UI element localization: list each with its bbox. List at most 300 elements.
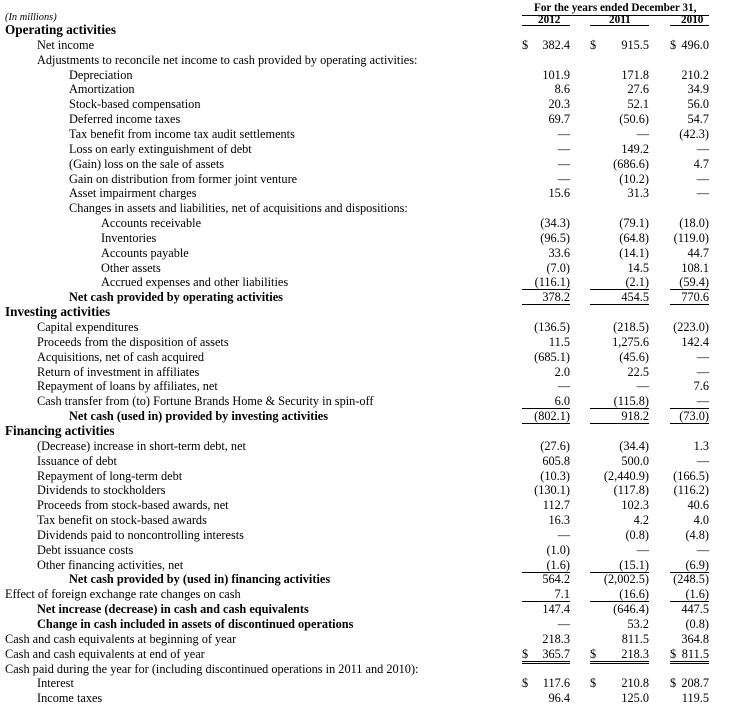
value-2011 <box>590 483 649 498</box>
value-2011 <box>590 676 649 691</box>
table-row <box>0 38 734 53</box>
value-2010 <box>670 112 709 127</box>
cell-value: 101.9 <box>542 67 570 82</box>
year-2010-header: 2010 <box>681 14 704 26</box>
value-2010 <box>670 261 709 276</box>
row-label: Other financing activities, net <box>37 557 184 572</box>
value-2011 <box>590 602 649 617</box>
units-note: (In millions) <box>5 12 57 23</box>
cell-value: (248.5) <box>673 572 709 587</box>
value-2010 <box>670 483 709 498</box>
value-2011 <box>590 691 649 706</box>
value-2011 <box>590 379 649 394</box>
value-2012 <box>522 216 570 231</box>
cell-value: 125.0 <box>621 691 649 706</box>
section-heading: Investing activities <box>5 304 111 320</box>
value-2011 <box>590 617 649 632</box>
table-row <box>0 469 734 484</box>
value-2010 <box>670 68 709 83</box>
row-label: (Gain) loss on the sale of assets <box>69 156 225 171</box>
value-2010 <box>670 572 709 587</box>
value-2010 <box>670 439 709 454</box>
cell-value: 378.2 <box>542 290 570 305</box>
cell-value: 56.0 <box>687 97 709 112</box>
cell-value: (117.8) <box>613 483 649 498</box>
value-2010 <box>670 528 709 543</box>
row-label: Accrued expenses and other liabilities <box>101 275 289 290</box>
table-row <box>0 350 734 365</box>
cell-value: (685.1) <box>534 349 570 364</box>
table-row <box>0 454 734 469</box>
value-2011 <box>590 172 649 187</box>
row-label: Debt issuance costs <box>37 542 134 557</box>
cell-value: (116.1) <box>534 275 570 290</box>
value-2012 <box>522 38 570 53</box>
row-label: Other assets <box>101 260 161 275</box>
cell-value: 54.7 <box>687 112 709 127</box>
value-2011 <box>590 320 649 335</box>
cell-value: 11.5 <box>548 334 570 349</box>
cell-value: 8.6 <box>554 82 570 97</box>
table-row <box>0 617 734 632</box>
cell-value: — <box>557 156 570 171</box>
cell-value: 811.5 <box>621 631 649 646</box>
row-label: Accounts payable <box>101 245 189 260</box>
value-2011 <box>590 275 649 290</box>
value-2012 <box>522 691 570 706</box>
row-label: Accounts receivable <box>101 216 202 231</box>
cell-value: 119.5 <box>681 691 709 706</box>
cell-value: — <box>696 171 709 186</box>
cell-value: (166.5) <box>673 468 709 483</box>
cell-value: 15.6 <box>548 186 570 201</box>
value-2010 <box>670 157 709 172</box>
table-row <box>0 201 734 216</box>
cell-value: 210.2 <box>681 67 709 82</box>
value-2010 <box>670 632 709 647</box>
table-row <box>0 602 734 617</box>
value-2012 <box>522 498 570 513</box>
cell-value: 7.1 <box>554 587 570 602</box>
value-2012 <box>522 231 570 246</box>
cell-value: 171.8 <box>621 67 649 82</box>
table-row <box>0 275 734 290</box>
value-2012 <box>522 454 570 469</box>
value-2010 <box>670 676 709 691</box>
value-2011 <box>590 558 649 573</box>
cell-value: (59.4) <box>679 275 709 290</box>
row-label: Depreciation <box>69 67 133 82</box>
row-label: Changes in assets and liabilities, net of acquisitions and dispositions: <box>69 201 408 216</box>
value-2010 <box>670 320 709 335</box>
cell-value: (10.3) <box>540 468 570 483</box>
row-label: Dividends to stockholders <box>37 483 166 498</box>
cell-value: — <box>636 379 649 394</box>
cell-value: 6.0 <box>554 394 570 409</box>
cell-value: — <box>696 364 709 379</box>
cell-value: (10.2) <box>619 171 649 186</box>
value-2010 <box>670 394 709 409</box>
value-2012 <box>522 335 570 350</box>
row-label: Repayment of loans by affiliates, net <box>37 379 218 394</box>
value-2012 <box>522 572 570 587</box>
cell-value: 1,275.6 <box>612 334 649 349</box>
row-label: Amortization <box>69 82 135 97</box>
table-row <box>0 365 734 380</box>
value-2011 <box>590 454 649 469</box>
cell-value: — <box>557 617 570 631</box>
total-label: Net cash (used in) provided by investing activities <box>69 409 329 424</box>
value-2011 <box>590 290 649 305</box>
value-2012 <box>522 647 570 662</box>
cell-value: — <box>696 141 709 156</box>
cell-value: 605.8 <box>542 453 570 468</box>
value-2010 <box>670 513 709 528</box>
cell-value: 52.1 <box>627 97 649 112</box>
cell-value: 918.2 <box>621 409 649 424</box>
cell-value: — <box>557 126 570 141</box>
value-2012 <box>522 632 570 647</box>
row-label: Net income <box>37 37 95 52</box>
value-2012 <box>522 483 570 498</box>
value-2010 <box>670 38 709 53</box>
section-heading: Financing activities <box>5 422 115 438</box>
currency-symbol: $ <box>590 37 597 52</box>
value-2012 <box>522 365 570 380</box>
cell-value: 40.6 <box>687 498 709 513</box>
cell-value: — <box>557 171 570 186</box>
value-2010 <box>670 379 709 394</box>
row-label: Stock-based compensation <box>69 97 201 112</box>
value-2011 <box>590 528 649 543</box>
value-2011 <box>590 469 649 484</box>
cell-value: (42.3) <box>679 126 709 141</box>
table-row <box>0 157 734 172</box>
value-2011 <box>590 246 649 261</box>
cell-value: (686.6) <box>613 156 649 171</box>
value-2011 <box>590 498 649 513</box>
table-row <box>0 261 734 276</box>
row-label: Cash paid during the year for (including discontinued operations in 2011 and 2010): <box>5 661 419 676</box>
row-label: Tax benefit from income tax audit settlements <box>69 126 295 141</box>
row-label: Gain on distribution from former joint venture <box>69 171 298 186</box>
value-2012 <box>522 350 570 365</box>
cell-value: (116.2) <box>673 483 709 498</box>
table-row <box>0 82 734 97</box>
value-2012 <box>522 320 570 335</box>
year-2012-header: 2012 <box>538 14 561 26</box>
value-2012 <box>522 439 570 454</box>
cell-value: 564.2 <box>542 572 570 587</box>
cell-value: 108.1 <box>681 260 709 275</box>
value-2011 <box>590 439 649 454</box>
value-2012 <box>522 97 570 112</box>
cell-value: — <box>557 141 570 156</box>
currency-symbol: $ <box>670 646 677 661</box>
value-2012 <box>522 82 570 97</box>
cell-value: 496.0 <box>681 37 709 52</box>
value-2010 <box>670 246 709 261</box>
cell-value: (50.6) <box>619 112 649 127</box>
table-row <box>0 127 734 142</box>
value-2012 <box>522 602 570 617</box>
cell-value: (130.1) <box>534 483 570 498</box>
table-row <box>0 513 734 528</box>
row-label: (Decrease) increase in short-term debt, net <box>37 438 246 453</box>
cell-value: 811.5 <box>681 646 709 661</box>
table-row <box>0 231 734 246</box>
cell-value: 112.7 <box>542 498 570 513</box>
cell-value: (4.8) <box>685 527 709 542</box>
cell-value: (6.9) <box>685 557 709 572</box>
cell-value: (136.5) <box>534 320 570 334</box>
value-2012 <box>522 186 570 201</box>
cell-value: (1.0) <box>546 542 570 557</box>
table-row <box>0 335 734 350</box>
value-2011 <box>590 38 649 53</box>
cell-value: 7.6 <box>693 379 709 394</box>
value-2012 <box>522 246 570 261</box>
value-2012 <box>522 290 570 305</box>
value-2011 <box>590 68 649 83</box>
table-row <box>0 290 734 305</box>
value-2010 <box>670 602 709 617</box>
value-2011 <box>590 647 649 662</box>
cell-value: (45.6) <box>619 349 649 364</box>
table-row <box>0 112 734 127</box>
cell-value: 102.3 <box>621 498 649 513</box>
row-label: Tax benefit on stock-based awards <box>37 513 207 528</box>
cell-value: (15.1) <box>619 557 649 572</box>
cell-value: 44.7 <box>687 245 709 260</box>
table-row <box>0 572 734 587</box>
row-label: Repayment of long-term debt <box>37 468 183 483</box>
row-label: Income taxes <box>37 691 103 706</box>
table-row <box>0 216 734 231</box>
table-row <box>0 439 734 454</box>
row-label: Proceeds from stock-based awards, net <box>37 498 229 513</box>
value-2010 <box>670 231 709 246</box>
cell-value: (119.0) <box>673 230 709 245</box>
cell-value: 4.7 <box>693 156 709 171</box>
total-label: Change in cash included in assets of discontinued operations <box>37 617 354 631</box>
currency-symbol: $ <box>590 646 597 661</box>
cell-value: — <box>557 379 570 394</box>
value-2012 <box>522 127 570 142</box>
cell-value: 96.4 <box>548 691 570 706</box>
row-label: Asset impairment charges <box>69 186 197 201</box>
cell-value: (2.1) <box>625 275 649 290</box>
value-2010 <box>670 172 709 187</box>
cell-value: (96.5) <box>540 230 570 245</box>
cell-value: (218.5) <box>613 320 649 334</box>
value-2011 <box>590 350 649 365</box>
cell-value: 20.3 <box>548 97 570 112</box>
cell-value: 454.5 <box>621 290 649 305</box>
row-label: Capital expenditures <box>37 320 139 334</box>
cell-value: (1.6) <box>546 557 570 572</box>
value-2012 <box>522 528 570 543</box>
value-2010 <box>670 365 709 380</box>
cell-value: (34.4) <box>619 438 649 453</box>
row-label: Adjustments to reconcile net income to cash provided by operating activities: <box>37 52 418 67</box>
currency-symbol: $ <box>522 646 529 661</box>
value-2012 <box>522 112 570 127</box>
cell-value: 149.2 <box>621 141 649 156</box>
cell-value: 1.3 <box>693 438 709 453</box>
cell-value: (802.1) <box>534 409 570 424</box>
total-label: Net cash provided by operating activities <box>69 290 283 305</box>
value-2012 <box>522 558 570 573</box>
value-2010 <box>670 97 709 112</box>
value-2012 <box>522 68 570 83</box>
value-2010 <box>670 543 709 558</box>
value-2011 <box>590 543 649 558</box>
table-row <box>0 394 734 409</box>
value-2010 <box>670 587 709 602</box>
cell-value: 31.3 <box>627 186 649 201</box>
total-label: Net cash provided by (used in) financing activities <box>69 572 331 587</box>
cell-value: (64.8) <box>619 230 649 245</box>
value-2011 <box>590 216 649 231</box>
cell-value: 69.7 <box>548 112 570 127</box>
cell-value: (0.8) <box>685 617 709 631</box>
year-2011-header: 2011 <box>609 14 631 26</box>
table-row <box>0 558 734 573</box>
value-2011 <box>590 142 649 157</box>
row-label: Acquisitions, net of cash acquired <box>37 349 204 364</box>
cell-value: 142.4 <box>681 334 709 349</box>
cell-value: 34.9 <box>687 82 709 97</box>
value-2012 <box>522 275 570 290</box>
cell-value: 117.6 <box>542 676 570 691</box>
cell-value: 218.3 <box>542 631 570 646</box>
table-row <box>0 676 734 691</box>
section-heading: Operating activities <box>5 22 116 37</box>
cell-value: 2.0 <box>554 364 570 379</box>
cell-value: — <box>636 542 649 557</box>
cell-value: (2,002.5) <box>603 572 649 587</box>
cell-value: (2,440.9) <box>603 468 649 483</box>
value-2012 <box>522 676 570 691</box>
value-2011 <box>590 82 649 97</box>
row-label: Proceeds from the disposition of assets <box>37 334 229 349</box>
value-2011 <box>590 231 649 246</box>
cell-value: 208.7 <box>681 676 709 691</box>
currency-symbol: $ <box>522 37 529 52</box>
cell-value: 770.6 <box>681 290 709 305</box>
value-2011 <box>590 513 649 528</box>
value-2011 <box>590 572 649 587</box>
cell-value: 4.2 <box>633 513 649 528</box>
value-2010 <box>670 82 709 97</box>
value-2012 <box>522 409 570 424</box>
value-2012 <box>522 617 570 632</box>
table-row <box>0 483 734 498</box>
table-row <box>0 647 734 662</box>
value-2012 <box>522 513 570 528</box>
table-row <box>0 68 734 83</box>
value-2011 <box>590 186 649 201</box>
cell-value: 4.0 <box>693 513 709 528</box>
value-2011 <box>590 335 649 350</box>
cell-value: 500.0 <box>621 453 649 468</box>
cell-value: — <box>636 126 649 141</box>
cell-value: 210.8 <box>621 676 649 691</box>
cell-value: — <box>696 453 709 468</box>
cell-value: — <box>696 542 709 557</box>
cell-value: (646.4) <box>613 602 649 617</box>
value-2010 <box>670 350 709 365</box>
row-label: Effect of foreign exchange rate changes on cash <box>5 587 241 602</box>
table-row <box>0 246 734 261</box>
cell-value: 218.3 <box>621 646 649 661</box>
table-row <box>0 587 734 602</box>
value-2012 <box>522 172 570 187</box>
cell-value: (73.0) <box>679 409 709 424</box>
value-2012 <box>522 543 570 558</box>
table-row <box>0 186 734 201</box>
total-label: Net increase (decrease) in cash and cash equivalents <box>37 602 309 617</box>
cell-value: (27.6) <box>540 438 570 453</box>
cell-value: — <box>696 349 709 364</box>
cell-value: (14.1) <box>619 245 649 260</box>
value-2011 <box>590 97 649 112</box>
value-2012 <box>522 469 570 484</box>
cell-value: (18.0) <box>679 216 709 231</box>
row-label: Interest <box>37 676 74 691</box>
value-2010 <box>670 647 709 662</box>
cell-value: 447.5 <box>681 602 709 617</box>
value-2011 <box>590 157 649 172</box>
value-2011 <box>590 409 649 424</box>
currency-symbol: $ <box>590 676 597 691</box>
value-2011 <box>590 365 649 380</box>
row-label: Loss on early extinguishment of debt <box>69 141 252 156</box>
row-label: Cash transfer from (to) Fortune Brands Home & Security in spin-off <box>37 394 374 409</box>
value-2010 <box>670 335 709 350</box>
value-2010 <box>670 216 709 231</box>
table-row <box>0 543 734 558</box>
cell-value: (115.8) <box>613 394 649 409</box>
cell-value: 364.8 <box>681 631 709 646</box>
currency-symbol: $ <box>670 676 677 691</box>
value-2012 <box>522 394 570 409</box>
table-row <box>0 97 734 112</box>
cell-value: (223.0) <box>673 320 709 334</box>
table-row <box>0 305 734 320</box>
value-2011 <box>590 394 649 409</box>
cell-value: 365.7 <box>542 646 570 661</box>
value-2010 <box>670 558 709 573</box>
currency-symbol: $ <box>522 676 529 691</box>
table-row <box>0 142 734 157</box>
table-row <box>0 409 734 424</box>
row-label: Cash and cash equivalents at end of year <box>5 646 205 661</box>
row-label: Deferred income taxes <box>69 112 181 127</box>
value-2010 <box>670 469 709 484</box>
value-2011 <box>590 587 649 602</box>
cell-value: (16.6) <box>619 587 649 602</box>
cell-value: (0.8) <box>625 527 649 542</box>
cell-value: (1.6) <box>685 587 709 602</box>
cell-value: 53.2 <box>627 617 649 631</box>
value-2010 <box>670 498 709 513</box>
currency-symbol: $ <box>670 37 677 52</box>
table-row <box>0 172 734 187</box>
cell-value: 382.4 <box>542 37 570 52</box>
value-2010 <box>670 275 709 290</box>
